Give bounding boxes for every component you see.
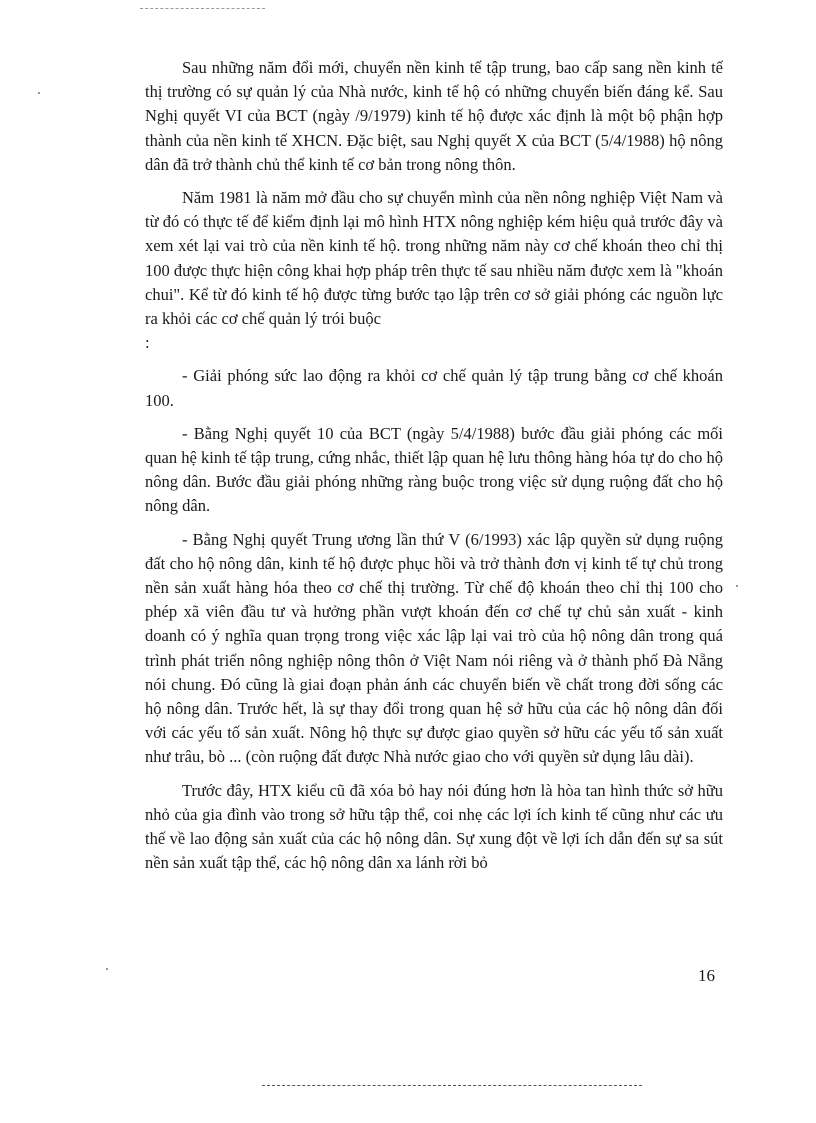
body-text (145, 56, 723, 885)
scan-artifact-top (140, 8, 265, 9)
scan-speck (38, 92, 40, 94)
bullet-paragraph-2: - Bằng Nghị quyết 10 của BCT (ngày 5/4/1988) bước đầu giải phóng các mối quan hệ kinh tế tập trung, cứng nhắc, thiết lập quan hệ lưu thông hàng hóa tự do cho hộ nông dân. Bước đầu giải phóng những ràng buộc trong việc sử dụng ruộng đất cho hộ nông dân. (145, 423, 723, 516)
scan-artifact-bottom (262, 1085, 642, 1086)
bullet-paragraph-3: - Bằng Nghị quyết Trung ương lần thứ V (6/1993) xác lập quyền sử dụng ruộng đất cho hộ nông dân, kinh tế hộ được phục hồi và trở thành đơn vị kinh tế tự chủ trong nền sản xuất hàng hóa theo cơ chế thị trường. Từ chế độ khoán theo chỉ thị 100 cho phép xã viên đầu tư và hưởng phần vượt khoán đến cơ chế tự chủ sản xuất - kinh doanh có ý nghĩa quan trọng trong việc xác lập lại vai trò của hộ nông dân trong quá trình phát triển nông nghiệp nông thôn ở Việt Nam nói riêng và ở thành phố Đà Nẵng nói chung. Đó cũng là giai đoạn phản ánh các chuyển biến về chất trong đời sống các hộ nông dân. Trước hết, là sự thay đổi trong quan hệ sở hữu của các hộ nông dân đối với các yếu tố sản xuất. Nông hộ thực sự được giao quyền sở hữu các yếu tố sản xuất như trâu, bò ... (còn ruộng đất được Nhà nước giao cho với quyền sử dụng lâu dài). (145, 529, 723, 767)
scan-speck (106, 968, 108, 970)
paragraph-last: Trước đây, HTX kiểu cũ đã xóa bỏ hay nói đúng hơn là hòa tan hình thức sở hữu nhỏ của gia đình vào trong sở hữu tập thể, coi nhẹ các lợi ích kinh tế cũng như các ưu thế về lao động sản xuất của các hộ nông dân. Sự xung đột về lợi ích dẫn đến sự sa sút nền sản xuất tập thể, các hộ nông dân xa lánh rời bỏ (145, 780, 723, 873)
page-number: 16 (698, 966, 715, 985)
paragraph-2-colon: : (145, 333, 150, 353)
paragraph-1: Sau những năm đổi mới, chuyển nền kinh tế tập trung, bao cấp sang nền kinh tế thị trường có sự quản lý của Nhà nước, kinh tế hộ có những chuyển biến đáng kể. Sau Nghị quyết VI của BCT (ngày /9/1979) kinh tế hộ được xác định là một bộ phận hợp thành của nền kinh tế XHCN. Đặc biệt, sau Nghị quyết X của BCT (5/4/1988) hộ nông dân đã trở thành chủ thể kinh tế cơ bản trong nông thôn. (145, 58, 723, 174)
bullet-paragraph-1: - Giải phóng sức lao động ra khỏi cơ chế quản lý tập trung bằng cơ chế khoán 100. (145, 366, 723, 410)
paragraph-2: Năm 1981 là năm mở đầu cho sự chuyển mình của nền nông nghiệp Việt Nam và từ đó có thực tế để kiểm định lại mô hình HTX nông nghiệp kém hiệu quả trước đây và xem xét lại vai trò của nền kinh tế hộ. trong những năm này cơ chế khoán theo chỉ thị 100 được thực hiện công khai hợp pháp trên thực tế sau nhiều năm được xem là "khoán chui". Kể từ đó kinh tế hộ được từng bước tạo lập trên cơ sở giải phóng các nguồn lực ra khỏi các cơ chế quản lý trói buộc (145, 188, 723, 329)
scan-speck (736, 585, 738, 587)
